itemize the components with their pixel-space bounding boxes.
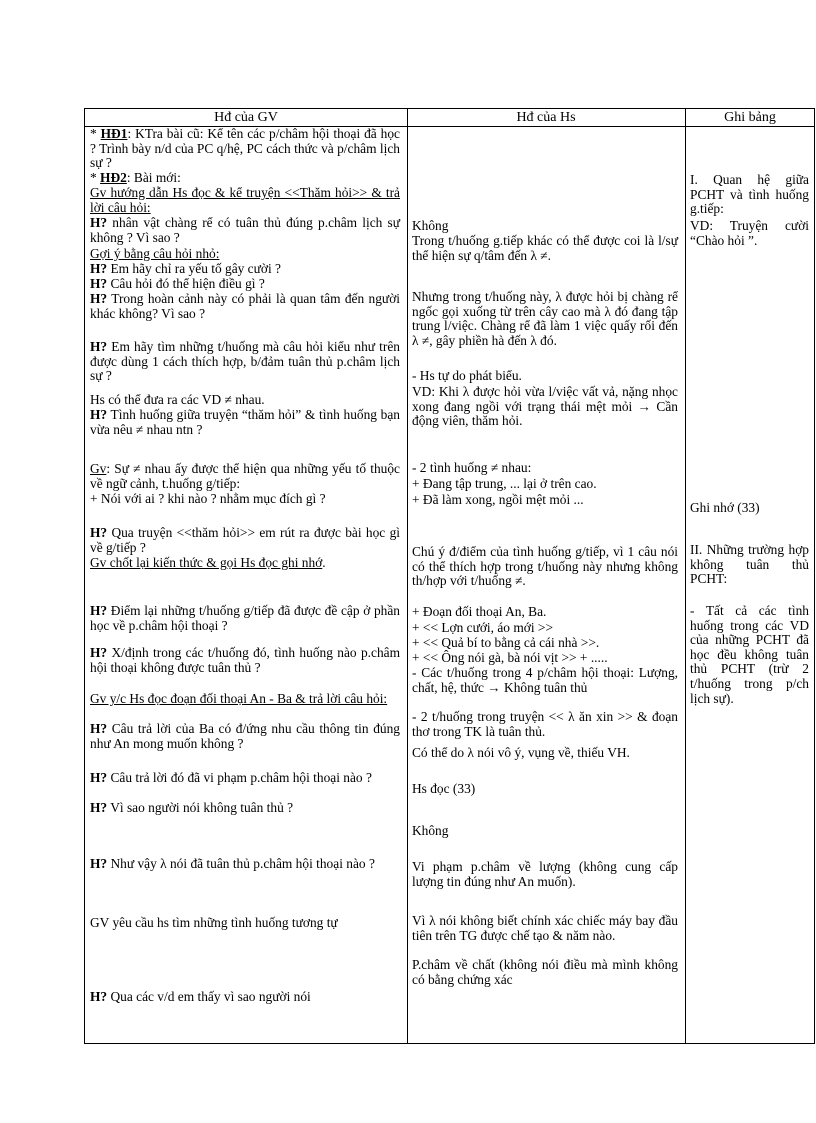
header-hs: Hđ của Hs (516, 110, 576, 125)
gb-section-2-detail: - Tất cả các tình huống trong các VD của những PCHT đã học đều không tuân thủ PCHT (trừ 2 t/huống trong p/ch lịch sự). (690, 603, 809, 706)
gv-question: H? Câu trả lời của Ba có đ/ứng nhu cầu thông tin đúng như An mong muốn không ? (90, 721, 400, 751)
gv-note: Hs có thể đưa ra các VD ≠ nhau. (90, 392, 265, 407)
gv-question: H? Em hãy tìm những t/huống mà câu hỏi kiểu như trên được dùng 1 cách thích hợp, b/đảm tuân thủ p.châm lịch sự ? (90, 339, 400, 384)
gb-example: VD: Truyện cười “Chào hỏi ”. (690, 218, 809, 248)
hs-answer: Trong t/huống g.tiếp khác có thể được coi là l/sự thể hiện sự q/tâm đến λ ≠. (412, 233, 678, 263)
gv-question: H? nhân vật chàng rể có tuân thủ đúng p.châm lịch sự không ? Vì sao ? (90, 215, 400, 245)
hs-answer: VD: Khi λ được hỏi vừa l/việc vất vả, nặng nhọc xong đang ngồi với trạng thái mệt mỏi → Cần động viên, thăm hỏi. (412, 384, 678, 429)
gv-instruction: Gv y/c Hs đọc đoạn đối thoại An - Ba & trả lời câu hỏi: (90, 691, 388, 706)
gv-question: H? Tình huống giữa truyện “thăm hỏi” & tình huống bạn vừa nêu ≠ nhau ntn ? (90, 407, 400, 437)
gb-memo: Ghi nhớ (33) (690, 500, 760, 515)
gv-instruction: Gv hướng dẫn Hs đọc & kể truyện <<Thăm hỏi>> & trả lời câu hỏi: (90, 185, 400, 215)
gv-note: + Nói với ai ? khi nào ? nhằm mục đích gì ? (90, 491, 326, 506)
hs-answer: + << Lợn cưới, áo mới >> (412, 620, 554, 635)
hs-answer: Hs đọc (33) (412, 781, 476, 796)
hs-answer: + << Quả bí to bằng cả cái nhà >>. (412, 635, 600, 650)
hs-answer: + Đang tập trung, ... lại ở trên cao. (412, 476, 597, 491)
gv-column (90, 127, 400, 1005)
hs-answer: Nhưng trong t/huống này, λ được hỏi bị chàng rể ngốc gọi xuống từ trên cây cao mà λ đó đang tập trung l/việc. Chàng rể đã làm 1 việc quấy rối đến λ ≠, gây phiền hà đến λ đó. (412, 289, 678, 348)
hs-answer: - Hs tự do phát biểu. (412, 368, 522, 383)
hs-answer: + Đã làm xong, ngồi mệt mỏi ... (412, 492, 584, 507)
hs-answer: Chú ý đ/điểm của tình huống g/tiếp, vì 1 câu nói có thể thích hợp trong t/huống này nhưng không th/hợp với t/huống ≠. (412, 544, 678, 589)
hs-answer: + Đoạn đối thoại An, Ba. (412, 604, 547, 619)
header-gv: Hđ của GV (214, 110, 278, 125)
gv-conclusion: Gv chốt lại kiến thức & gọi Hs đọc ghi nhớ. (90, 555, 326, 570)
gv-question: H? Câu hỏi đó thể hiện điều gì ? (90, 276, 265, 291)
gv-hd2: * HĐ2: Bài mới: (90, 170, 181, 185)
lesson-table (84, 108, 815, 1044)
gv-question: H? Điểm lại những t/huống g/tiếp đã được đề cập ở phần học về p.châm hội thoại ? (90, 603, 400, 633)
gv-question: H? Qua các v/d em thấy vì sao người nói (90, 989, 311, 1004)
gv-question: H? Như vậy λ nói đã tuân thủ p.châm hội thoại nào ? (90, 856, 375, 871)
gb-section-1: I. Quan hệ giữa PCHT và tình huống g.tiếp: (690, 172, 809, 217)
column-divider (685, 109, 686, 1043)
column-divider (407, 109, 408, 1043)
hs-answer: Không (412, 823, 449, 838)
gv-instruction: GV yêu cầu hs tìm những tình huống tương tự (90, 915, 338, 930)
hs-column (412, 127, 678, 988)
gb-column (690, 127, 809, 704)
hs-answer: Có thể do λ nói vô ý, vụng về, thiếu VH. (412, 745, 630, 760)
gv-question: H? Qua truyện <<thăm hỏi>> em rút ra được bài học gì về g/tiếp ? (90, 525, 400, 555)
hs-answer: - 2 t/huống trong truyện << λ ăn xin >> & đoạn thơ trong TK là tuân thủ. (412, 709, 678, 739)
hs-answer: + << Ông nói gà, bà nói vịt >> + ..... (412, 650, 608, 665)
hs-answer: P.châm về chất (không nói điều mà mình không có bằng chứng xác (412, 957, 678, 987)
hs-answer: Không (412, 218, 449, 233)
gv-question: H? X/định trong các t/huống đó, tình huống nào p.châm hội thoại không được tuân thủ ? (90, 645, 400, 675)
gv-question: H? Em hãy chỉ ra yếu tố gây cười ? (90, 261, 281, 276)
gv-hint: Gợi ý bằng câu hỏi nhỏ: (90, 246, 220, 261)
gv-question: H? Trong hoàn cảnh này có phải là quan tâm đến người khác không? Vì sao ? (90, 291, 400, 321)
gv-question: H? Vì sao người nói không tuân thủ ? (90, 800, 294, 815)
hs-answer: - 2 tình huống ≠ nhau: (412, 460, 532, 475)
hs-answer: - Các t/huống trong 4 p/châm hội thoại: Lượng, chất, hệ, thức → Không tuân thủ (412, 665, 678, 695)
gv-question: H? Câu trả lời đó đã vi phạm p.châm hội thoại nào ? (90, 770, 372, 785)
hs-answer: Vi phạm p.châm về lượng (không cung cấp lượng tin đúng như An muốn). (412, 859, 678, 889)
gb-section-2: II. Những trường hợp không tuân thủ PCHT: (690, 542, 809, 587)
gv-hd1: * HĐ1: KTra bài cũ: Kể tên các p/châm hội thoại đã học ? Trình bày n/d của PC q/hệ, PC cách thức và p/châm lịch sự ? (90, 126, 401, 171)
gv-explanation: Gv: Sự ≠ nhau ấy được thể hiện qua những yếu tố thuộc về ngữ cảnh, t.huống g/tiếp: (90, 461, 400, 491)
hs-answer: Vì λ nói không biết chính xác chiếc máy bay đầu tiên trên TG được chế tạo & năm nào. (412, 913, 678, 943)
header-ghi-bang: Ghi bảng (724, 110, 776, 125)
